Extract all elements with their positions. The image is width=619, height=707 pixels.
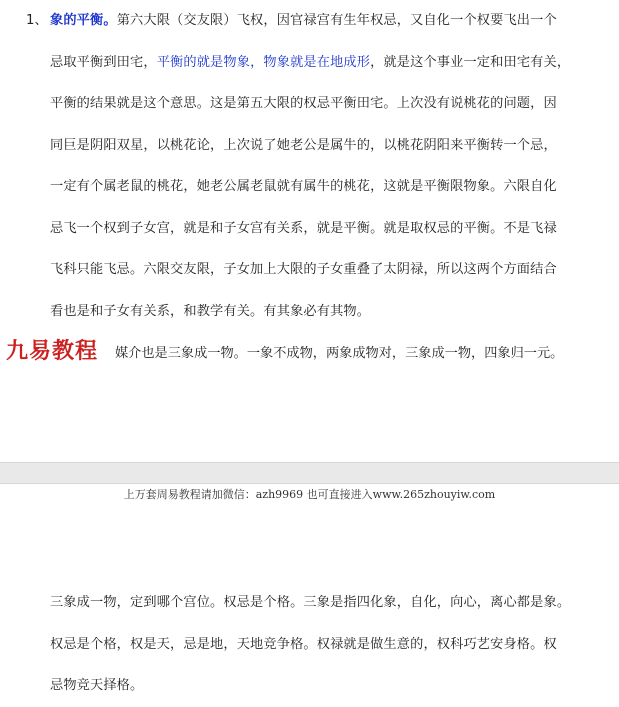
section-heading: 象的平衡。: [50, 13, 117, 28]
paragraph-1: [26, 0, 590, 332]
line-text: 第六大限（交友限）飞权，因官禄宫有生年权忌，又自化一个权要飞出一个: [116, 13, 557, 28]
watermark-logo: 九易教程: [6, 339, 99, 364]
paragraph-line: 三象成一物，定到哪个宫位。权忌是个格。三象是指四化象，自化，向心，离心都是象。: [50, 595, 571, 610]
item-number: 1、: [26, 13, 48, 28]
paragraph-line: 忌物竞天择格。: [50, 678, 144, 693]
page-gap: [0, 462, 619, 484]
paragraph-line: 同巨是阴阳双星，以桃花论，上次说了她老公是属牛的，以桃花阴阳来平衡转一个忌，: [50, 137, 557, 153]
paragraph-line: 忌飞一个权到子女宫，就是和子女宫有关系，就是平衡。就是取权忌的平衡。不是飞禄: [50, 220, 557, 236]
line-text: 忌取平衡到田宅，: [50, 54, 157, 70]
page-footer: 上万套周易教程请加微信：azh9969 也可直接进入www.265zhouyiw.com: [123, 488, 496, 501]
highlighted-text: 平衡的就是物象，物象就是在地成形: [156, 54, 371, 70]
paragraph-line: 平衡的结果就是这个意思。这是第五大限的权忌平衡田宅。上次没有说桃花的问题，因: [50, 96, 557, 111]
paragraph-line: [50, 0, 590, 42]
paragraph-line: 飞科只能飞忌。六限交友限，子女加上大限的子女重叠了太阴禄，所以这两个方面结合: [50, 262, 557, 277]
paragraph-line: 一定有个属老鼠的桃花，她老公属老鼠就有属牛的桃花，这就是平衡限物象。六限自化: [50, 179, 557, 194]
paragraph-3: [50, 582, 590, 707]
line-text: ，就是这个事业一定和田宅有关，: [370, 54, 571, 70]
paragraph-line: [50, 42, 590, 84]
paragraph-2: 媒介也是三象成一物。一象不成物，两象成物对，三象成一物，四象归一元。: [115, 346, 564, 361]
paragraph-line: 看也是和子女有关系，和教学有关。有其象必有其物。: [50, 303, 371, 319]
paragraph-line: 权忌是个格，权是天，忌是地，天地竞争格。权禄就是做生意的，权科巧艺安身格。权: [50, 636, 557, 652]
